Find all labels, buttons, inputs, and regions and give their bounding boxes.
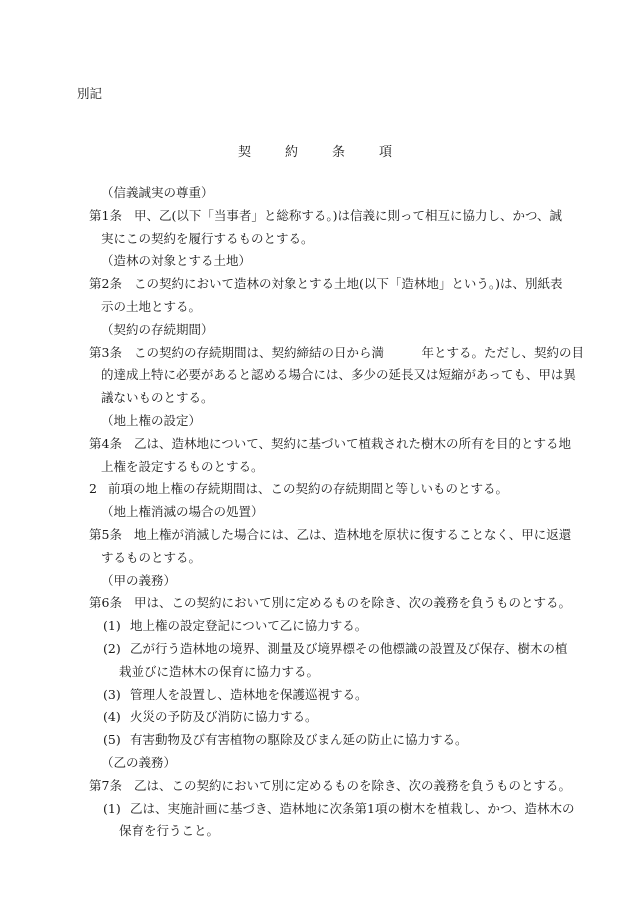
clause-heading (0, 182, 630, 205)
article-line (0, 273, 630, 296)
line-text: （乙の義務） (101, 754, 177, 770)
article-continuation (0, 387, 630, 410)
contract-body (0, 182, 630, 843)
list-item (0, 729, 630, 752)
line-text: 有害動物及び有害植物の駆除及びまん延の防止に協力する。 (130, 732, 468, 748)
line-text: 火災の予防及び消防に協力する。 (130, 709, 318, 725)
item-number: (3) (103, 686, 121, 702)
list-item (0, 638, 630, 661)
line-text: 管理人を設置し、造林地を保護巡視する。 (130, 686, 368, 702)
line-text: この契約の存続期間は、契約締結の日から満 年とする。ただし、契約の目 (134, 344, 585, 360)
article-line (0, 433, 630, 456)
list-item (0, 684, 630, 707)
line-text: 地上権の設定登記について乙に協力する。 (130, 618, 368, 634)
item-number: (1) (103, 800, 121, 816)
title-char: 条 (332, 145, 346, 160)
clause-heading (0, 501, 630, 524)
line-text: 実にこの契約を履行するものとする。 (101, 230, 314, 246)
article-line (0, 775, 630, 798)
line-text: 的達成上特に必要があると認める場合には、多少の延長又は短縮があっても、甲は異 (101, 367, 576, 383)
list-item-continuation (0, 820, 630, 843)
line-text: 乙が行う造林地の境界、測量及び境界標その他標識の設置及び保存、樹木の植 (130, 640, 568, 656)
article-continuation (0, 296, 630, 319)
article-line (0, 524, 630, 547)
article-number: 第7条 (89, 777, 122, 793)
article-number: 第1条 (89, 207, 122, 223)
article-continuation (0, 547, 630, 570)
line-text: 議ないものとする。 (101, 390, 214, 406)
article-number: 第6条 (89, 595, 122, 611)
article-continuation (0, 456, 630, 479)
paragraph-number: 2 (89, 481, 97, 497)
article-line (0, 205, 630, 228)
article-number: 第3条 (89, 344, 122, 360)
item-number: (1) (103, 618, 121, 634)
line-text: 前項の地上権の存続期間は、この契約の存続期間と等しいものとする。 (108, 481, 509, 497)
article-continuation (0, 228, 630, 251)
clause-heading (0, 250, 630, 273)
line-text: （信義誠実の尊重） (101, 185, 214, 200)
line-text: 甲は、この契約において別に定めるものを除き、次の義務を負うものとする。 (134, 595, 572, 611)
article-number: 第4条 (89, 435, 122, 451)
clause-heading (0, 410, 630, 433)
line-text: 保育を行うこと。 (119, 823, 220, 839)
line-text: 上権を設定するものとする。 (101, 458, 264, 474)
clause-heading (0, 319, 630, 342)
list-item (0, 798, 630, 821)
item-number: (4) (103, 709, 121, 725)
line-text: 乙は、実施計画に基づき、造林地に次条第1項の樹木を植栽し、かつ、造林木の (130, 800, 575, 816)
document-title (0, 141, 630, 160)
line-text: 乙は、この契約において別に定めるものを除き、次の義務を負うものとする。 (134, 777, 572, 793)
annex-label: 別記 (77, 86, 103, 101)
line-text: この契約において造林の対象とする土地(以下「造林地」という。)は、別紙表 (134, 276, 563, 292)
list-item (0, 706, 630, 729)
article-continuation (0, 364, 630, 387)
article-number: 第5条 (89, 526, 122, 542)
clause-heading (0, 570, 630, 593)
clause-heading (0, 752, 630, 775)
item-number: (2) (103, 640, 121, 656)
line-text: 栽並びに造林木の保育に協力する。 (119, 663, 320, 679)
line-text: （地上権の設定） (101, 412, 202, 428)
line-text: 乙は、造林地について、契約に基づいて植栽された樹木の所有を目的とする地 (134, 435, 572, 451)
line-text: するものとする。 (101, 549, 202, 565)
line-text: 地上権が消滅した場合には、乙は、造林地を原状に復することなく、甲に返還 (134, 526, 572, 542)
line-text: （甲の義務） (101, 572, 177, 588)
paragraph-line (0, 478, 630, 501)
title-char: 約 (284, 145, 298, 160)
title-char: 項 (379, 145, 393, 160)
line-text: （契約の存続期間） (101, 321, 214, 337)
item-number: (5) (103, 732, 121, 748)
line-text: （造林の対象とする土地） (101, 253, 252, 269)
list-item-continuation (0, 661, 630, 684)
list-item (0, 615, 630, 638)
line-text: 示の土地とする。 (101, 298, 202, 314)
line-text: 甲、乙(以下「当事者」と総称する。)は信義に則って相互に協力し、かつ、誠 (134, 207, 563, 223)
article-number: 第2条 (89, 276, 122, 292)
article-line (0, 342, 630, 365)
article-line (0, 592, 630, 615)
line-text: （地上権消滅の場合の処置） (101, 504, 264, 520)
title-char: 契 (237, 145, 251, 160)
